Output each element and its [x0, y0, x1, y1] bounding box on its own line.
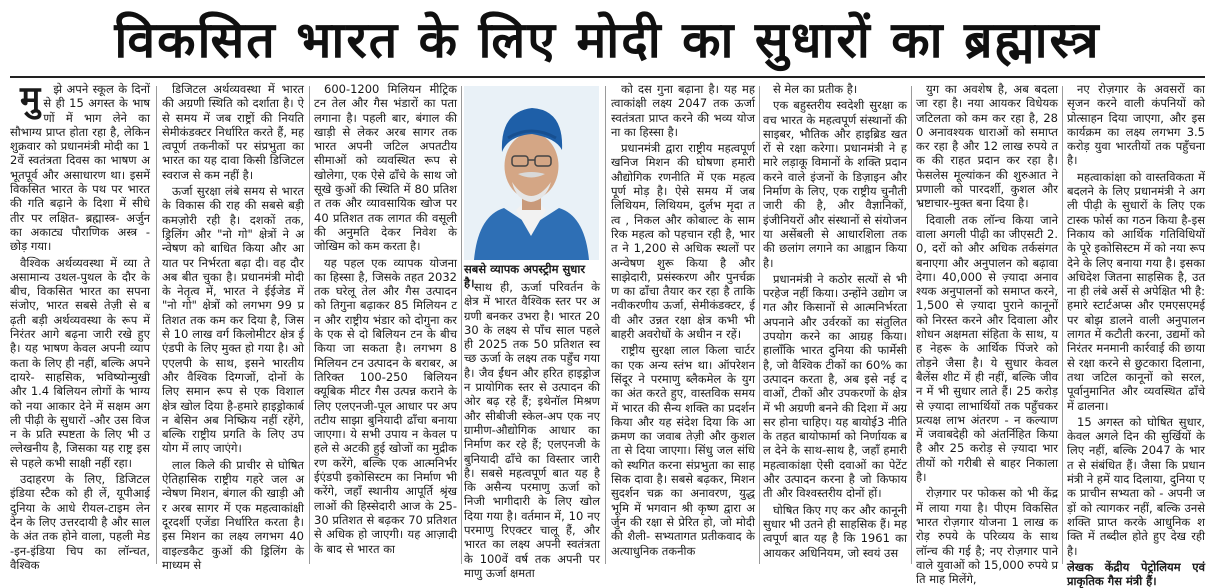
paragraph: लाल किले की प्राचीर से घोषित ऐतिहासिक राष्ट्रीय गहरे जल अन्वेषण मिशन, बंगाल की खाड़ी और अरब सागर में एक महत्वाकांक्षी दूरदर्शी एजेंडा निर्धारित करता है। इस मिशन का लक्ष्य लगभग 40 वाइल्डकैट कुओं की ड्रिलिंग के माध्यम से: [162, 457, 304, 572]
paragraph: साथ ही, ऊर्जा परिवर्तन के क्षेत्र में भारत वैश्विक स्तर पर अग्रणी बनकर उभरा है। भारत 2030 के लक्ष्य से पाँच साल पहले ही 2025 तक 50 प्रतिशत स्वच्छ ऊर्जा के लक्ष्य तक पहुँच गया है। जैव ईंधन और हरित हाइड्रोजन प्रायोगिक स्तर से उत्पादन की ओर बढ़ रहे हैं; इथेनॉल मिश्रण और सीबीजी स्केल-अप एक नए ग्रामीण-औद्योगिक आधार का निर्माण कर रहे हैं; एलएनजी के बुनियादी ढाँचे का विस्तार जारी है। सबसे महत्वपूर्ण बात यह है कि असैन्य परमाणु ऊर्जा को निजी भागीदारी के लिए खोल दिया गया है। वर्तमान में, 10 नए परमाणु रिएक्टर चालू हैं, और भारत का लक्ष्य अपनी स्वतंत्रता के 100वें वर्ष तक अपनी परमाणु ऊर्जा क्षमता: [464, 280, 600, 580]
article-column-4: [464, 280, 600, 580]
paragraph: प्रधानमंत्री ने कठोर सत्यों से भी परहेज नहीं किया। उन्होंने उद्योग जगत और किसानों से आत्मनिर्भरता अपनाने और उर्वरकों का संतुलित उपयोग करने का आग्रह किया। हालाँकि भारत दुनिया की फार्मेसी है, जो वैश्विक टीकों का 60% का उत्पादन करता है, अब इसे नई दवाओं, टीकों और उपकरणों के क्षेत्र में भी अग्रणी बनने की दिशा में अग्रसर होना चाहिए। यह बायोई3 नीति के तहत बायोफार्मा को निर्णायक बल देने के साथ-साथ है, जहाँ हमारी महत्वाकांक्षा ऐसी दवाओं का पेटेंट और उत्पादन करना है जो किफायती और विश्वस्तरीय दोनों हों।: [763, 271, 907, 501]
portrait-illustration: [464, 86, 599, 260]
paragraph: से मेल का प्रतीक है।: [773, 82, 858, 96]
headline: विकसित भारत के लिए मोदी का सुधारों का ब्रह्मास्त्र: [114, 11, 1101, 69]
column-divider: [156, 86, 157, 564]
paragraph: घोषित किए गए कर और कानूनी सुधार भी उतने ही साहसिक हैं। महत्वपूर्ण बात यह है कि 1961 का आयकर अधिनियम, जो स्वयं उस: [763, 502, 907, 560]
paragraph: डिजिटल अर्थव्यवस्था में भारत की अग्रणी स्थिति को दर्शाता है। ऐसे समय में जब राष्ट्रों की नियति सेमीकंडक्टर निर्धारित करते हैं, महत्वपूर्ण तकनीकों पर संप्रभुता का भारत का यह दावा किसी डिजिटल स्वराज से कम नहीं है।: [162, 82, 304, 182]
author-photo: [464, 86, 599, 260]
article-column-2: [162, 82, 304, 572]
photo-caption: सबसे व्यापक अपस्ट्रीम सुधार है।: [464, 262, 586, 290]
paragraph: को दस गुना बढ़ाना है। यह महत्वाकांक्षी लक्ष्य 2047 तक ऊर्जा स्वतंत्रता प्राप्त करने की भव्य योजना का हिस्सा है।: [611, 82, 755, 139]
paragraph: महत्वाकांक्षा को वास्तविकता में बदलने के लिए प्रधानमंत्री ने अगली पीढ़ी के सुधारों के लिए एक टास्क फोर्स का गठन किया है-इस निकाय को आर्थिक गतिविधियों के पूरे इकोसिस्टम में को नया रूप देने के लिए बनाया गया है। इसका अधिदेश जितना साहसिक है, उतना ही लंबे अर्से से अपेक्षित भी है: हमारे स्टार्टअप्स और एमएसएमई पर बोझ डालने वाली अनुपालन लागत में कटौती करना, उद्यमों को निरंतर मनमानी कार्रवाई की छाया से रक्षा करने से छुटकारा दिलाना, तथा जटिल कानूनों को सरल, पूर्वानुमानित और व्यवस्थित ढाँचे में ढालना।: [1067, 169, 1205, 413]
article-column-7: [916, 82, 1058, 587]
column-divider: [461, 86, 462, 564]
paragraph: यह पहल एक व्यापक योजना का हिस्सा है, जिसके तहत 2032 तक घरेलू तेल और गैस उत्पादन को तिगुना बढ़ाकर 85 मिलियन टन और राष्ट्रीय भंडार को दोगुना करके एक से दो बिलियन टन के बीच किया जा सकता है। लगभग 8 मिलियन टन उत्पादन के बराबर, अतिरिक्त 100-250 बिलियन क्यूबिक मीटर गैस उत्पन्न कराने के लिए एलएनजी-पूल आधार पर अपतटीय साझा बुनियादी ढाँचा बनाया जाएगा। ये सभी उपाय न केवल पहले से अटकी हुई खोजों का मुद्रीकरण करेंगे, बल्कि एक आत्मनिर्भर ईएंडपी इकोसिस्टम का निर्माण भी करेंगे, जहाँ स्थानीय आपूर्ति श्रृंखलाओं की हिस्सेदारी आज के 25-30 प्रतिशत से बढ़कर 70 प्रतिशत से अधिक हो जाएगी। यह आज़ादी के बाद से भारत का: [314, 255, 457, 556]
article-column-1: [10, 79, 150, 572]
paragraph: ऊर्जा सुरक्षा लंबे समय से भारत के विकास की राह की सबसे बड़ी कमज़ोरी रही है। दशकों तक, ड्रिलिंग और "नो गो" क्षेत्रों ने अन्वेषण को बाधित किया और आयात पर निर्भरता बढ़ा दी। वह दौर अब बीत चुका है। प्रधानमंत्री मोदी के नेतृत्व में, भारत ने ईईजेड में "नो गो" क्षेत्रों को लगभग 99 प्रतिशत तक कम कर दिया है, जिससे 10 लाख वर्ग किलोमीटर क्षेत्र ईएंडपी के लिए मुक्त हो गया है। ओएएलपी के साथ, इसने भारतीय और वैश्विक दिग्गजों, दोनों के लिए समान रूप से एक विशाल क्षेत्र खोल दिया है-हमारे हाइड्रोकार्बन बेसिन अब निष्क्रिय नहीं रहेंगे, बल्कि राष्ट्रीय प्रगति के लिए उपयोग में लाए जाएंगे।: [162, 184, 304, 456]
column-divider: [605, 86, 606, 564]
article-column-3: [314, 82, 457, 564]
headline-rule: [10, 76, 1205, 78]
paragraph: युग का अवशेष है, अब बदला जा रहा है। नया आयकर विधेयक जटिलता को कम कर रहा है, 280 अनावश्यक धाराओं को समाप्त कर रहा है और 12 लाख रुपये तक की राहत प्रदान कर रहा है। फेसलेस मूल्यांकन की शुरुआत ने प्रणाली को पारदर्शी, कुशल और भ्रष्टाचार-मुक्त बना दिया है।: [916, 82, 1058, 211]
author-byline: लेखक केंद्रीय पेट्रोलियम एवं प्राकृतिक गैस मंत्री हैं।: [1067, 559, 1205, 588]
paragraph: वैश्विक अर्थव्यवस्था में व्या ते असामान्य उथल-पुथल के दौर के बीच, विकसित भारत का सपना संजोए, भारत सबसे तेज़ी से बढ़ती बड़ी अर्थव्यवस्था के रूप में निरंतर आगे बढ़ना जारी रखे हुए है। यह भाषण केवल अपनी व्यापकता के लिए ही नहीं, बल्कि अपने दायरे- साहसिक, भविष्योन्मुखी और 1.4 बिलियन लोगों के भाग्य को नया आकार देने में सक्षम अगली पीढ़ी के सुधारों -और उस विजन के प्रति स्पष्टता के लिए भी उल्लेखनीय है, जिसका यह राष्ट्र इससे पहले कभी साक्षी नहीं रहा।: [10, 255, 150, 470]
column-divider: [1062, 86, 1063, 564]
paragraph: नए रोज़गार के अवसरों का सृजन करने वाली कंपनियों को प्रोत्साहन दिया जाएगा, और इस कार्यक्रम का लक्ष्य लगभग 3.5 करोड़ युवा भारतीयों तक पहुँचना है।: [1067, 82, 1205, 168]
column-divider: [911, 86, 912, 564]
paragraph: राष्ट्रीय सुरक्षा लाल किला चार्टर का एक अन्य स्तंभ था। ऑपरेशन सिंदूर ने परमाणु ब्लैकमेल के युग का अंत करते हुए, वास्तविक समय में भारत की सैन्य शक्ति का प्रदर्शन किया और यह संदेश दिया कि आक्रमण का जवाब तेज़ी और कुशलता से दिया जाएगा। सिंधु जल संधि को स्थगित करना संप्रभुता का साहसिक दावा है। सबसे बढ़कर, मिशन सुदर्शन चक्र का अनावरण, युद्धभूमि में भगवान श्री कृष्ण द्वारा अर्जुन की रक्षा से प्रेरित हो, जो मोदी की शैली- सभ्यतागत प्रतीकवाद के अत्याधुनिक तकनीक: [611, 343, 755, 558]
article-column-6: [763, 82, 907, 564]
article-column-8: [1067, 82, 1205, 588]
column-divider: [759, 86, 760, 564]
paragraph: 15 अगस्त को घोषित सुधार, केवल अगले दिन की सुर्खियों के लिए नहीं, बल्कि 2047 के भारत से संबंधित हैं। जैसा कि प्रधानमंत्री ने हमें याद दिलाया, दुनिया एक प्राचीन सभ्यता को - अपनी जड़ों को त्यागकर नहीं, बल्कि उनसे शक्ति प्राप्त करके आधुनिक शक्ति में तब्दील होते हुए देख रही है।: [1067, 414, 1205, 558]
paragraph: रोज़गार पर फोकस को भी केंद्र में लाया गया है। पीएम विकसित भारत रोज़गार योजना 1 लाख करोड़ रुपये के परिव्यय के साथ लॉन्च की गई है; नए रोज़गार पाने वाले युवाओं को 15,000 रुपये प्रति माह मिलेंगे,: [916, 486, 1058, 587]
paragraph: 600-1200 मिलियन मीट्रिक टन तेल और गैस भंडारों का पता लगाना है। पहली बार, बंगाल की खाड़ी से लेकर अरब सागर तक भारत अपनी जटिल अपतटीय सीमाओं को व्यवस्थित रूप से खोलेगा, एक ऐसे ढाँचे के साथ जो सूखे कुओं की स्थिति में 80 प्रतिशत तक और व्यावसायिक खोज पर 40 प्रतिशत तक लागत की वसूली की अनुमति देकर निवेश के जोखिम को कम करता है।: [314, 82, 457, 254]
article-column-5: [611, 82, 755, 564]
column-divider: [309, 86, 310, 564]
paragraph: उदाहरण के लिए, डिजिटल इंडिया स्टैक को ही लें, यूपीआई दुनिया के आधे रीयल-टाइम लेनदेन के लिए उत्तरदायी है और साल के अंत तक होने वाला, पहली मेड-इन-इंडिया चिप का लॉन्चत, वैश्विक: [10, 472, 150, 572]
paragraph: एक बहुस्तरीय स्वदेशी सुरक्षा कवच भारत के महत्वपूर्ण संस्थानों की साइबर, भौतिक और हाइब्रिड खतरों से रक्षा करेगा। प्रधानमंत्री ने हमारे लड़ाकू विमानों के शक्ति प्रदान करने वाले इंजनों के डिज़ाइन और निर्माण के लिए, एक राष्ट्रीय चुनौती जारी की है, और वैज्ञानिकों, इंजीनियरों और संस्थानों से संयोजन या असेंबली से आधारशिला तक की छलांग लगाने का आह्वान किया है।: [763, 98, 907, 270]
paragraph: दिवाली तक लॉन्च किया जाने वाला अगली पीढ़ी का जीएसटी 2.0, दरों को और अधिक तर्कसंगत बनाएगा और अनुपालन को बढ़ावा देगा। 40,000 से ज़्यादा अनावश्यक अनुपालनों को समाप्त करने, 1,500 से ज़्यादा पुराने कानूनों को निरस्त करने और दिवाला और शोधन अक्षमता संहिता के साथ, यह नेहरू के आर्थिक पिंजरे को तोड़ने जैसा है। ये सुधार केवल बैलेंस शीट में ही नहीं, बल्कि जीवन में भी सुधार लाते हैं। 25 करोड़ से ज़्यादा लाभार्थियों तक पहुँचकर प्रत्यक्ष लाभ अंतरण - न कल्याण में जवाबदेही को अंतर्निहित किया है और 25 करोड़ से ज़्यादा भारतीयों को गरीबी से बाहर निकाला है।: [916, 212, 1058, 485]
paragraph: प्रधानमंत्री द्वारा राष्ट्रीय महत्वपूर्ण खनिज मिशन की घोषणा हमारी औद्योगिक रणनीति में एक महत्वपूर्ण मोड़ है। ऐसे समय में जब लिथियम, लिथियम, दुर्लभ मृदा तत्व , निकल और कोबाल्ट के सामरिक महत्व को पहचान रही है, भारत ने 1,200 से अधिक स्थलों पर अन्वेषण शुरू किया है और साझेदारी, प्रसंस्करण और पुनर्चक्रण का ढाँचा तैयार कर रहा है ताकि नवीकरणीय ऊर्जा, सेमीकंडक्टर, ईवी और उन्नत रक्षा क्षेत्र कभी भी बाहरी अवरोधों के अधीन न रहें।: [611, 141, 755, 342]
paragraph: मुझे अपने स्कूल के दिनों से ही 15 अगस्त के भाषणों में भाग लेने का सौभाग्य प्राप्त होता रहा है, लेकिन शुक्रवार को प्रधानमंत्री मोदी का 12वें स्वतंत्रता दिवस का भाषण अभूतपूर्व और असाधारण था। इसमें विकसित भारत के पथ पर भारत की गति बढ़ाने के दिशा में सीधे तीर पर लक्षित- ब्रह्मास्त्र- अर्जुन का अकाट्य पौराणिक अस्त्र - छोड़ गया।: [10, 79, 150, 254]
